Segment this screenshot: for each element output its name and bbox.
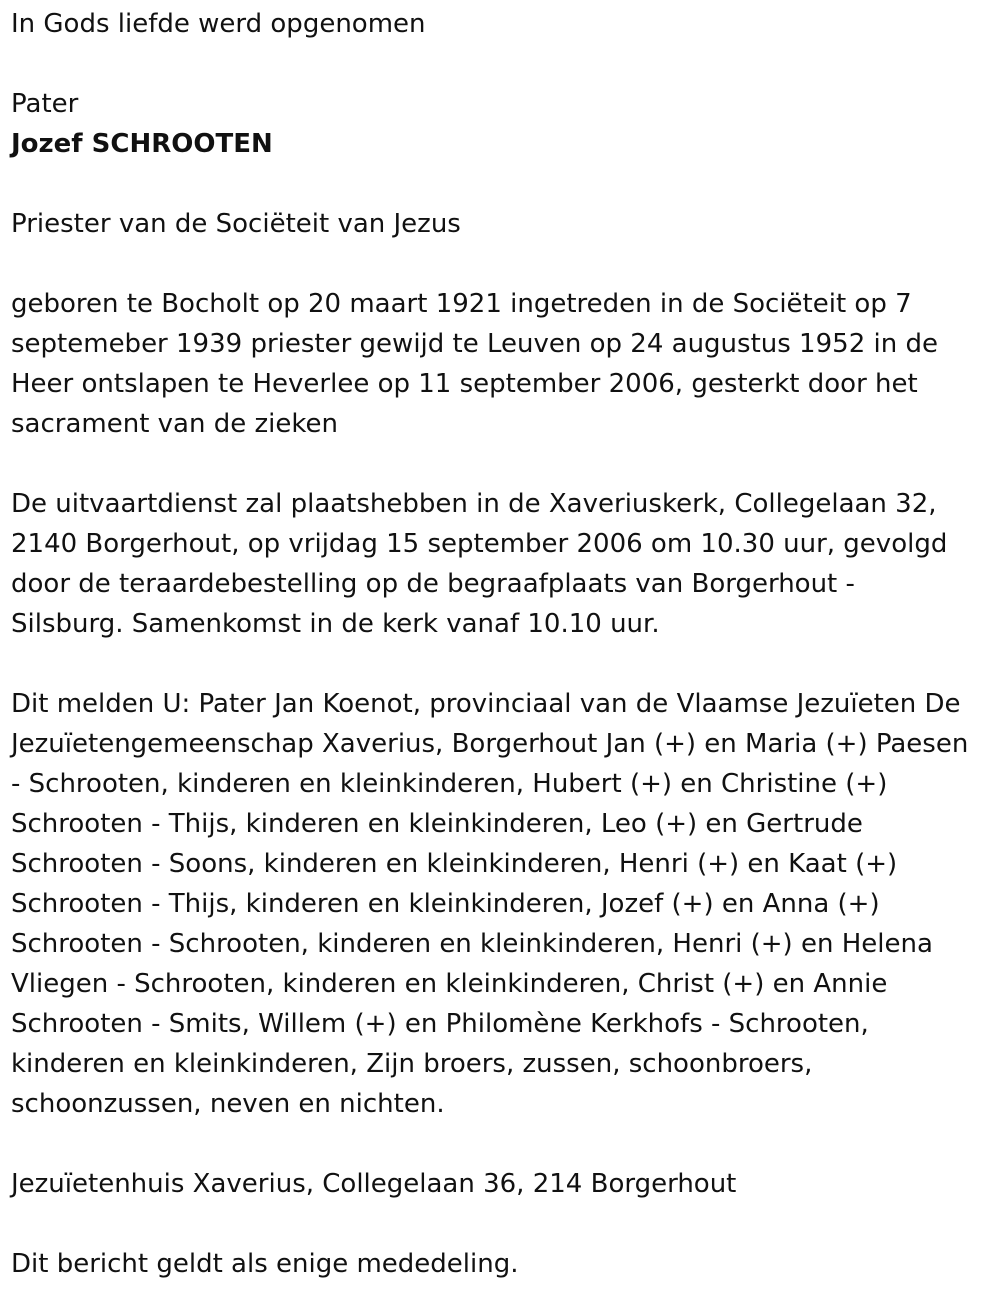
spacer: [11, 1124, 990, 1164]
spacer: [11, 644, 990, 684]
address-text: Jezuïetenhuis Xaverius, Collegelaan 36, 214 Borgerhout: [11, 1169, 737, 1199]
family-line: Vliegen - Schrooten, kinderen en kleinkinderen, Christ (+) en Annie: [11, 969, 888, 999]
funeral-line: De uitvaartdienst zal plaatshebben in de Xaveriuskerk, Collegelaan 32,: [11, 489, 937, 519]
family-line: Schrooten - Soons, kinderen en kleinkinderen, Henri (+) en Kaat (+): [11, 849, 898, 879]
intro-text: In Gods liefde werd opgenomen: [11, 9, 426, 39]
family-line: - Schrooten, kinderen en kleinkinderen, Hubert (+) en Christine (+): [11, 769, 888, 799]
family-paragraph: [11, 684, 990, 1124]
family-line: Dit melden U: Pater Jan Koenot, provinciaal van de Vlaamse Jezuïeten De: [11, 689, 961, 719]
family-line: schoonzussen, neven en nichten.: [11, 1089, 445, 1119]
funeral-paragraph: [11, 484, 990, 644]
family-line: Schrooten - Smits, Willem (+) en Philomène Kerkhofs - Schrooten,: [11, 1009, 869, 1039]
title-text: Pater: [11, 89, 79, 119]
biography-line: Heer ontslapen te Heverlee op 11 september 2006, gesterkt door het: [11, 369, 918, 399]
closing-text: Dit bericht geldt als enige mededeling.: [11, 1249, 519, 1279]
family-line: Schrooten - Thijs, kinderen en kleinkinderen, Leo (+) en Gertrude: [11, 809, 863, 839]
spacer: [11, 44, 990, 84]
family-line: Schrooten - Schrooten, kinderen en kleinkinderen, Henri (+) en Helena: [11, 929, 933, 959]
family-line: Jezuïetengemeenschap Xaverius, Borgerhout Jan (+) en Maria (+) Paesen: [11, 729, 969, 759]
funeral-line: door de teraardebestelling op de begraafplaats van Borgerhout -: [11, 569, 855, 599]
biography-paragraph: [11, 284, 990, 444]
spacer: [11, 164, 990, 204]
family-line: Schrooten - Thijs, kinderen en kleinkinderen, Jozef (+) en Anna (+): [11, 889, 880, 919]
funeral-line: Silsburg. Samenkomst in de kerk vanaf 10.10 uur.: [11, 609, 660, 639]
spacer: [11, 244, 990, 284]
biography-line: sacrament van de zieken: [11, 409, 338, 439]
spacer: [11, 444, 990, 484]
spacer: [11, 1204, 990, 1244]
family-line: kinderen en kleinkinderen, Zijn broers, zussen, schoonbroers,: [11, 1049, 813, 1079]
funeral-line: 2140 Borgerhout, op vrijdag 15 september 2006 om 10.30 uur, gevolgd: [11, 529, 948, 559]
deceased-name: Jozef SCHROOTEN: [11, 129, 273, 159]
biography-line: geboren te Bocholt op 20 maart 1921 ingetreden in de Sociëteit op 7: [11, 289, 912, 319]
biography-line: septemeber 1939 priester gewijd te Leuven op 24 augustus 1952 in de: [11, 329, 938, 359]
role-text: Priester van de Sociëteit van Jezus: [11, 209, 461, 239]
